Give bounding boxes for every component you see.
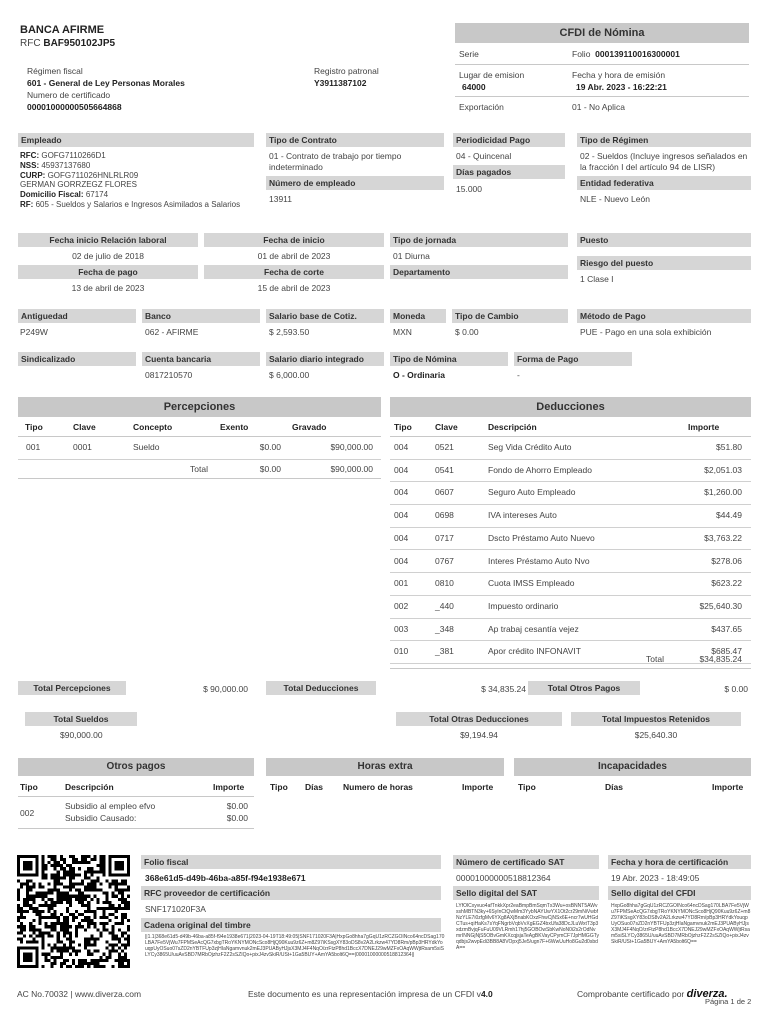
perc-total-gravado: $90,000.00 [330, 464, 373, 474]
ded-descripcion: Dscto Préstamo Auto Nuevo [488, 532, 595, 543]
ded-head-clave: Clave [435, 422, 458, 432]
empleado-curp: CURP: GOFG711026HNLRLR09 [20, 171, 139, 180]
exportacion-label: Exportación [459, 102, 504, 112]
departamento-label: Departamento [390, 265, 568, 279]
perc-total-exento: $0.00 [259, 464, 281, 474]
ded-clave: 0717 [435, 532, 454, 543]
fecha-pago-value: 13 de abril de 2023 [71, 283, 145, 293]
cert-sat-value: 00001000000518812364 [456, 873, 551, 883]
ded-clave: 0698 [435, 510, 454, 521]
horas-head-importe: Importe [462, 782, 494, 792]
ded-descripcion: Cuota IMSS Empleado [488, 578, 575, 589]
deducciones-title: Deducciones [390, 397, 751, 417]
otros-imp-1: $0.00 [226, 801, 248, 811]
riesgo-label: Riesgo del puesto [577, 256, 751, 270]
horas-head-numero: Numero de horas [343, 782, 413, 792]
dias-pagados-label: Días pagados [453, 165, 565, 179]
moneda-label: Moneda [390, 309, 446, 323]
ded-importe: $3,763.22 [704, 532, 742, 543]
perc-gravado: $90,000.00 [330, 442, 373, 452]
dias-pagados-value: 15.000 [456, 184, 482, 194]
perc-total-label: Total [190, 464, 208, 474]
fecha-value: 19 Abr. 2023 - 16:22:21 [576, 82, 667, 92]
perc-tipo: 001 [26, 442, 41, 452]
perc-head-clave: Clave [73, 422, 96, 432]
total-percepciones-value: $ 90,000.00 [203, 684, 248, 694]
ded-tipo: 002 [394, 600, 409, 611]
fecha-pago-label: Fecha de pago [18, 265, 198, 279]
ded-descripcion: Impuesto ordinario [488, 600, 559, 611]
rfc-proveedor-label: RFC proveedor de certificación [141, 886, 441, 900]
fecha-label: Fecha y hora de emisión [572, 70, 666, 80]
perc-concepto: Sueldo [133, 442, 160, 452]
empleado-rfc: RFC: GOFG7110266D1 [20, 151, 106, 160]
total-deducciones-value: $ 34,835.24 [481, 684, 526, 694]
exportacion-value: 01 - No Aplica [572, 102, 625, 112]
incap-head-importe: Importe [712, 782, 744, 792]
ded-clave: _381 [435, 646, 454, 657]
ded-importe: $623.22 [711, 578, 742, 589]
otros-tipo: 002 [20, 808, 35, 818]
table-row [390, 460, 751, 483]
registro-label: Registro patronal [314, 66, 379, 76]
tipo-contrato-value: 01 - Contrato de trabajo por tiempo indeterminado [269, 151, 402, 172]
total-otras-deducciones-value: $9,194.94 [460, 730, 498, 740]
inicio-value: 01 de abril de 2023 [257, 251, 331, 261]
tipo-nomina-value: O - Ordinaria [393, 370, 445, 380]
sdi-value: $ 6,000.00 [269, 370, 310, 380]
empleado-nss: NSS: 45937137680 [20, 161, 91, 170]
cuenta-label: Cuenta bancaria [142, 352, 260, 366]
table-row [390, 528, 751, 551]
serie-label: Serie [459, 49, 479, 59]
ded-tipo: 001 [394, 578, 409, 589]
total-sueldos-value: $90,000.00 [60, 730, 103, 740]
table-row [18, 437, 381, 460]
regimen-value: 601 - General de Ley Personas Morales [27, 78, 185, 88]
total-sueldos-label: Total Sueldos [25, 712, 137, 726]
riesgo-value: 1 Clase I [580, 274, 614, 284]
ded-importe: $1,260.00 [704, 487, 742, 498]
ded-clave: 0810 [435, 578, 454, 589]
metodo-label: Método de Pago [577, 309, 751, 323]
sbc-label: Salario base de Cotiz. [266, 309, 384, 323]
moneda-value: MXN [393, 327, 412, 337]
ded-importe: $278.06 [711, 555, 742, 566]
ded-descripcion: Ap trabaj cesantía vejez [488, 623, 579, 634]
total-impuestos-label: Total Impuestos Retenidos [571, 712, 741, 726]
fecha-cert-label: Fecha y hora de certificación [608, 855, 751, 869]
ded-head-importe: Importe [688, 422, 720, 432]
ded-tipo: 004 [394, 442, 409, 452]
inicio-rel-value: 02 de julio de 2018 [72, 251, 144, 261]
num-empleado-label: Número de empleado [266, 176, 444, 190]
rfc-proveedor-value: SNF171020F3A [145, 904, 206, 914]
total-impuestos-value: $25,640.30 [634, 730, 678, 740]
sbc-value: $ 2,593.50 [269, 327, 310, 337]
otros-desc-1: Subsidio al empleo efvo [65, 801, 156, 811]
divider [18, 478, 381, 479]
cadena-value: ||1.1|368e61d5-d49b-46ba-a85f-f94e1938e671|2023-04-19T18:49:05|SNF171020F3A|HxpGo8hha7gGqU1zRCZGOINco64ncDSag170LBA7Fe5VjWu7FPMSeAcQG7xbgTRoYKNYMONcSco8HjQ90Kuu9z6Z+m8Z97iKSsgXY83oDS8v2A2Lrkzw47YD8Rm/pBp3HRYdkYouqpUyOSuo07sZD2nYBTFUp3zjHIaNgamvnuk2mEJ3PUAByHJjsX3MJ4F4NqO/zrFtzP8hd1BccX7DNEJ29wMZFxOAqWWjtRsam5siSLYCy3865U/uuAvSBD7MRbOjzhzF2Z2sSZIQo+pixJ4zvSkiR/USt+1Ga5BUY+AmYA5bolt6Q==|00001000000518812364|| [145, 934, 445, 958]
empleado-nombre: GERMAN GORRZEGZ FLORES [20, 180, 137, 189]
perc-exento: $0.00 [259, 442, 281, 452]
cert-sat-label: Número de certificado SAT [453, 855, 599, 869]
sdi-label: Salario diario integrado [266, 352, 384, 366]
ded-clave: _348 [435, 623, 454, 634]
fecha-corte-value: 15 de abril de 2023 [257, 283, 331, 293]
banco-value: 062 - AFIRME [145, 327, 199, 337]
otros-head-tipo: Tipo [20, 782, 38, 792]
total-otras-deducciones-label: Total Otras Deducciones [396, 712, 562, 726]
forma-label: Forma de Pago [514, 352, 632, 366]
perc-head-concepto: Concepto [133, 422, 173, 432]
ded-importe: $2,051.03 [704, 464, 742, 475]
perc-clave: 0001 [73, 442, 92, 452]
ded-tipo: 010 [394, 646, 409, 657]
incap-head-tipo: Tipo [518, 782, 536, 792]
ded-head-descripcion: Descripción [488, 422, 537, 432]
ded-head-tipo: Tipo [394, 422, 412, 432]
incapacidades-title: Incapacidades [514, 758, 751, 776]
folio-fiscal-value: 368e61d5-d49b-46ba-a85f-f94e1938e671 [145, 873, 306, 883]
periodicidad-value: 04 - Quincenal [456, 151, 512, 161]
cfdi-title: CFDI de Nómina [455, 23, 749, 43]
ded-descripcion: Apor crédito INFONAVIT [488, 646, 581, 657]
lugar-label: Lugar de emision [459, 70, 525, 80]
inicio-rel-label: Fecha inicio Relación laboral [18, 233, 198, 247]
cadena-label: Cadena original del timbre [141, 918, 441, 932]
periodicidad-label: Periodicidad Pago [453, 133, 565, 147]
ded-importe: $44.49 [716, 510, 742, 521]
num-empleado-value: 13911 [269, 194, 293, 204]
sello-sat-value: LYfOlCxyvuo4afTnkkXpr2eaBmpBmSqmTx3Wu+osBNNT5AWvsshMBTN3ky+6SyInCtQwMm3YybNAYUwYX1Ot2cr29mNiVwbfNzYLE7i0zfgMv6YXg8AXjBnabKOxzFhwCjNSx6E+ncr7wUHGdCTus+qiHaKs7sYqFNgrbVqbVvXgEGZ4bxUfa38DcJLuWxtT3p3xdzmBvjqFuFuU09VLRmh17hj5GOBOwSbKwNoN0i2s2rOdNvmrINNGjNjS5OBvGmKXcqjsjaTeAgBKVayCPymCF7JpHMGGTyqdbjs2wvpEdi3BB8A8VOpxj5Je5/ugn7F+6WwUuHo8Gu2d0sbdA== [456, 903, 599, 951]
sello-cfdi-label: Sello digital del CFDI [608, 886, 751, 900]
table-row [390, 573, 751, 596]
cert-label: Numero de certificado [27, 90, 111, 100]
jornada-value: 01 Diurna [393, 251, 430, 261]
ded-descripcion: Seg Vida Crédito Auto [488, 442, 572, 452]
ded-clave: 0607 [435, 487, 454, 498]
puesto-label: Puesto [577, 233, 751, 247]
total-percepciones-label: Total Percepciones [18, 681, 126, 695]
ded-descripcion: Fondo de Ahorro Empleado [488, 464, 592, 475]
sindicalizado-label: Sindicalizado [18, 352, 136, 366]
table-row [390, 551, 751, 574]
percepciones-title: Percepciones [18, 397, 381, 417]
company-name: BANCA AFIRME [20, 24, 105, 36]
table-row [390, 596, 751, 619]
table-row [390, 482, 751, 505]
inicio-label: Fecha de inicio [204, 233, 384, 247]
otros-pagos-title: Otros pagos [18, 758, 254, 776]
footer-cert: Comprobante certificado por diverza. [577, 988, 728, 1000]
antiguedad-label: Antiguedad [18, 309, 136, 323]
horas-head-dias: Días [305, 782, 323, 792]
tipo-nomina-label: Tipo de Nómina [390, 352, 508, 366]
total-deducciones-label: Total Deducciones [266, 681, 376, 695]
ded-tipo: 004 [394, 555, 409, 566]
empleado-domicilio: Domicilio Fiscal: 67174 [20, 190, 109, 199]
ded-importe: $437.65 [711, 623, 742, 634]
ded-importe: $685.47 [711, 646, 742, 657]
qr-code [17, 855, 130, 968]
metodo-value: PUE - Pago en una sola exhibición [580, 327, 712, 337]
cuenta-value: 0817210570 [145, 370, 193, 380]
footer-ac: AC No.70032 | www.diverza.com [17, 989, 142, 999]
ded-descripcion: IVA intereses Auto [488, 510, 557, 521]
ded-clave: _440 [435, 600, 454, 611]
perc-head-exento: Exento [220, 422, 249, 432]
ded-importe: $51.80 [716, 442, 742, 452]
tipo-regimen-value: 02 - Sueldos (Incluye ingresos señalados en la fracción I del artículo 94 de LISR) [580, 151, 748, 172]
company-rfc: RFC BAF950102JP5 [20, 38, 116, 49]
antiguedad-value: P249W [20, 327, 48, 337]
tipo-contrato-label: Tipo de Contrato [266, 133, 444, 147]
otros-desc-2: Subsidio Causado: [65, 813, 137, 823]
otros-head-descripcion: Descripción [65, 782, 114, 792]
banco-label: Banco [142, 309, 260, 323]
ded-clave: 0541 [435, 464, 454, 475]
jornada-label: Tipo de jornada [390, 233, 568, 247]
total-otros-pagos-value: $ 0.00 [724, 684, 748, 694]
lugar-value: 64000 [462, 82, 486, 92]
entidad-label: Entidad federativa [577, 176, 751, 190]
ded-tipo: 003 [394, 623, 409, 634]
total-otros-pagos-label: Total Otros Pagos [528, 681, 640, 695]
tipo-regimen-label: Tipo de Régimen [577, 133, 751, 147]
ded-clave: 0521 [435, 442, 454, 452]
horas-extra-title: Horas extra [266, 758, 504, 776]
ded-descripcion: Interes Préstamo Auto Nvo [488, 555, 590, 566]
registro-value: Y3911387102 [314, 78, 367, 88]
horas-head-tipo: Tipo [270, 782, 288, 792]
cert-value: 00001000000505664868 [27, 102, 122, 112]
sello-cfdi-value: HxpGo8hha7gGqU1zRCZGOINco64ncDSag170LBA7Fe5VjWu7FPMSeAcQG7xbgTRoYKNYMONcSco8HjQ90Kuu9z6Z+m8Z97iKSsgXY83oDS8v2A2Lrkzw47YD8Rm/pBp3HRYdkYouqpUyOSuo07sZD2nYBTFUp3zjHIaNgamvnuk2mEJ3PUAByHJjsX3MJ4F4NqO/zrFtzP8hd1BccX7DNEJ29wMZFxOAqWWjtRsam5siSLYCy3865U/uuAvSBD7MRbOjzhzF2Z2sSZIQo+pixJ4zvSkiR/USt+1Ga5BUY+AmYA5bolt6Q== [611, 903, 751, 945]
folio-row: Folio 000139110016300001 [572, 49, 680, 59]
ded-tipo: 004 [394, 464, 409, 475]
tipo-cambio-value: $ 0.00 [455, 327, 479, 337]
ded-tipo: 004 [394, 510, 409, 521]
ded-tipo: 004 [394, 487, 409, 498]
empleado-label: Empleado [18, 133, 254, 147]
perc-head-gravado: Gravado [292, 422, 327, 432]
diverza-logo: diverza. [686, 988, 728, 1000]
divider [455, 96, 749, 97]
divider [18, 796, 254, 797]
ded-total-label: Total [646, 654, 664, 664]
ded-clave: 0767 [435, 555, 454, 566]
divider [18, 828, 254, 829]
incap-head-dias: Días [605, 782, 623, 792]
otros-imp-2: $0.00 [226, 813, 248, 823]
table-row [390, 505, 751, 528]
table-row [390, 437, 751, 460]
regimen-label: Régimen fiscal [27, 66, 83, 76]
table-row [390, 619, 751, 642]
fecha-cert-value: 19 Abr. 2023 - 18:49:05 [611, 873, 700, 883]
forma-value: - [517, 370, 520, 380]
otros-head-importe: Importe [213, 782, 245, 792]
tipo-cambio-label: Tipo de Cambio [452, 309, 568, 323]
empleado-rf: RF: 605 - Sueldos y Salarios e Ingresos Asimilados a Salarios [20, 200, 241, 209]
entidad-value: NLE - Nuevo León [580, 194, 650, 204]
ded-total-value: $34,835.24 [699, 654, 742, 664]
sello-sat-label: Sello digital del SAT [453, 886, 599, 900]
ded-importe: $25,640.30 [699, 600, 742, 611]
ded-descripcion: Seguro Auto Empleado [488, 487, 576, 498]
folio-fiscal-label: Folio fiscal [141, 855, 441, 869]
divider [390, 668, 751, 669]
page-number: Página 1 de 2 [705, 997, 752, 1006]
ded-tipo: 004 [394, 532, 409, 543]
perc-head-tipo: Tipo [25, 422, 43, 432]
divider [455, 64, 749, 65]
fecha-corte-label: Fecha de corte [204, 265, 384, 279]
footer-representacion: Este documento es una representación impresa de un CFDI v4.0 [248, 989, 493, 999]
